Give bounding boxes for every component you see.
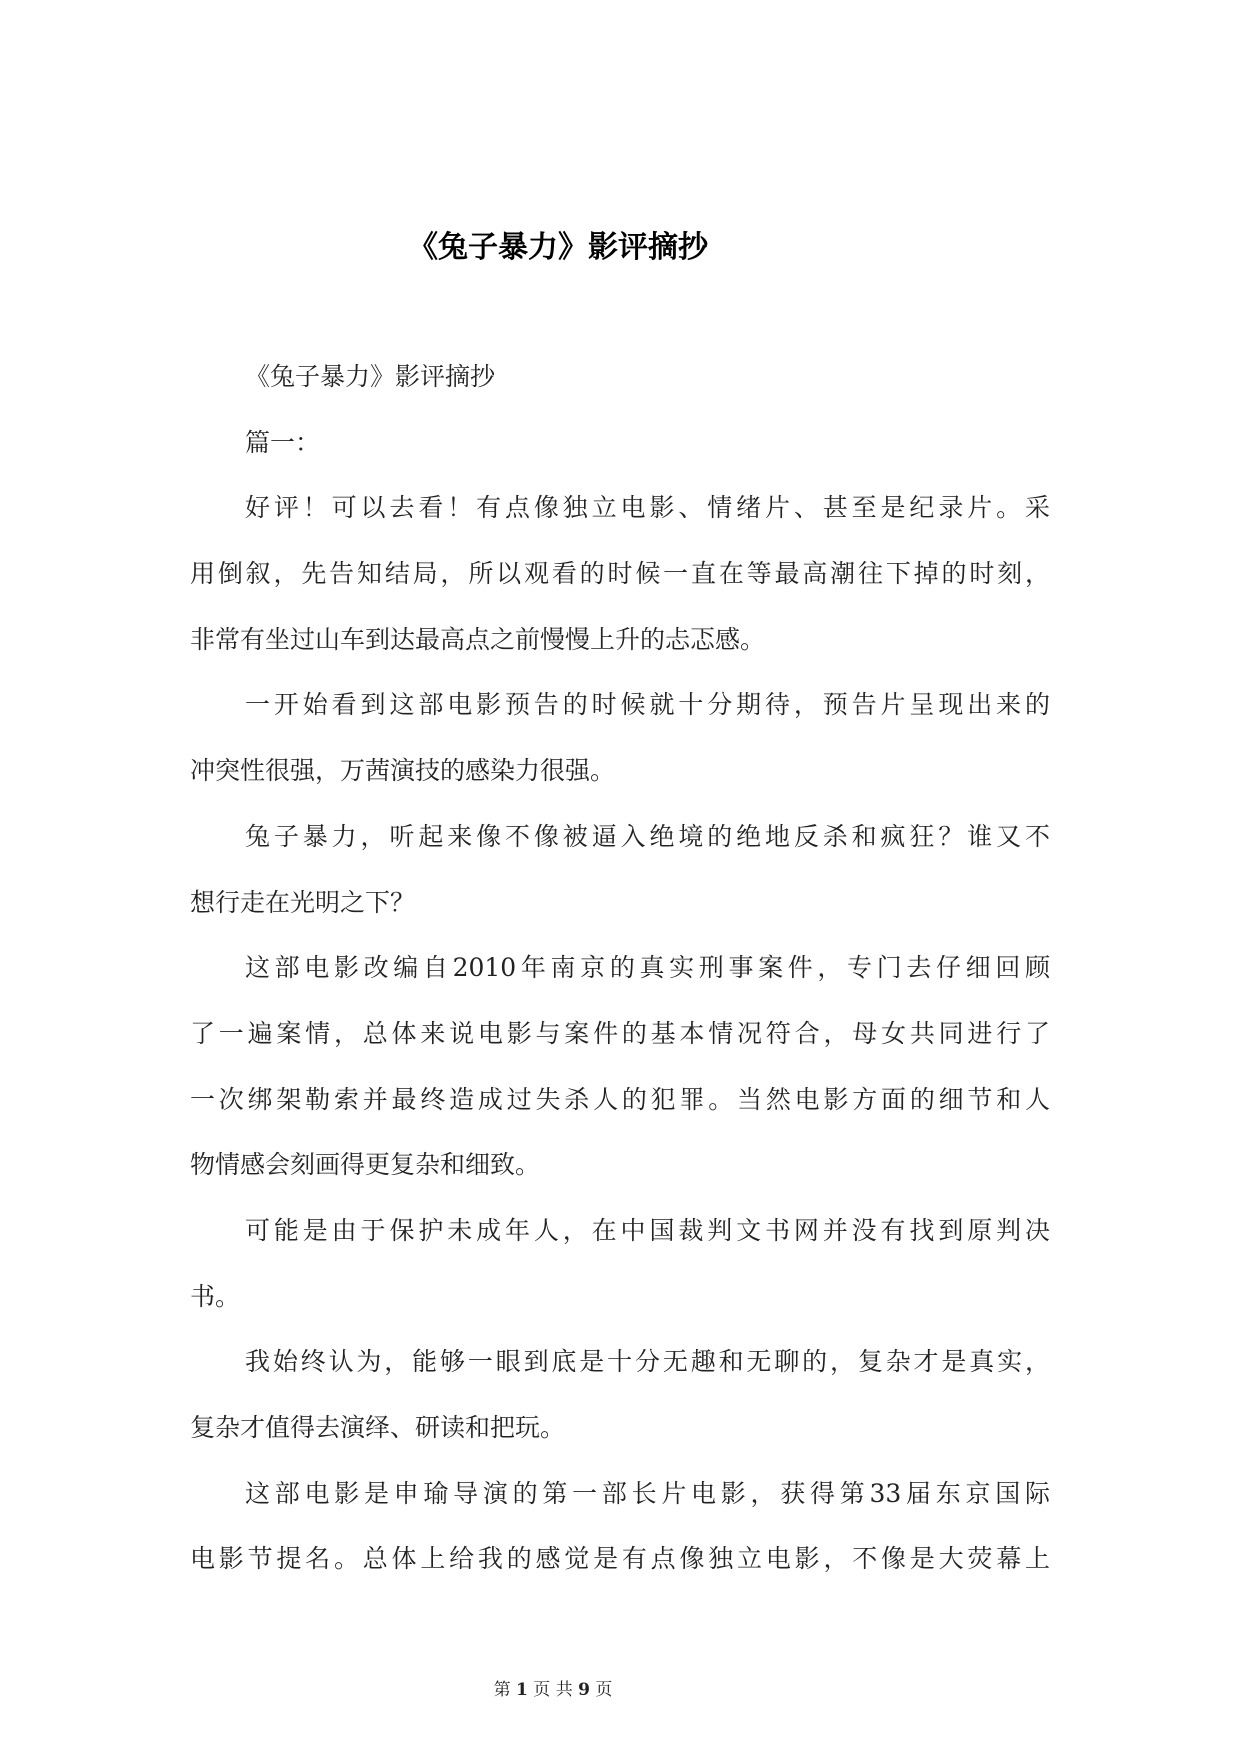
- paragraph-line: 物情感会刻画得更复杂和细致。: [190, 1150, 541, 1180]
- paragraph: [190, 1461, 1050, 1592]
- page-label-suffix: 页: [533, 1680, 551, 1700]
- paragraph: [190, 804, 1050, 935]
- paragraph: [190, 1329, 1050, 1460]
- paragraph-line: 《兔子暴力》影评摘抄: [245, 362, 496, 391]
- paragraph-line: 复杂才值得去演绎、研读和把玩。: [190, 1413, 566, 1442]
- total-pages: 9: [578, 1680, 590, 1700]
- paragraph-line: 想行走在光明之下？: [190, 887, 416, 917]
- page-footer: [0, 1678, 1106, 1702]
- paragraph: [190, 672, 1050, 803]
- paragraph-line: 这部电影改编自2010年南京的真实刑事案件，专门去仔细回顾: [245, 953, 1050, 983]
- paragraph-line: 这部电影是申瑜导演的第一部长片电影，获得第33届东京国际: [245, 1478, 1050, 1508]
- document-title: 《兔子暴力》影评摘抄: [408, 230, 708, 265]
- paragraph-line: 电影节提名。总体上给我的感觉是有点像独立电影，不像是大荧幕上: [190, 1544, 1050, 1574]
- paragraph-line: 一次绑架勒索并最终造成过失杀人的犯罪。当然电影方面的细节和人: [190, 1084, 1050, 1114]
- paragraph: [190, 1198, 1050, 1329]
- paragraph-line: 兔子暴力，听起来像不像被逼入绝境的绝地反杀和疯狂？谁又不: [245, 821, 1050, 851]
- paragraph: [190, 475, 1050, 672]
- paragraph-line: 一开始看到这部电影预告的时候就十分期待，预告片呈现出来的: [245, 690, 1050, 720]
- page-label-prefix: 第: [493, 1680, 511, 1700]
- document-body: [190, 344, 1050, 1592]
- total-label-prefix: 共: [555, 1680, 573, 1700]
- page-number: 1: [516, 1680, 528, 1700]
- paragraph-line: 可能是由于保护未成年人，在中国裁判文书网并没有找到原判决: [245, 1215, 1050, 1245]
- paragraph-line: 好评！可以去看！有点像独立电影、情绪片、甚至是纪录片。采: [245, 493, 1050, 523]
- paragraph-line: 篇一：: [245, 427, 321, 457]
- paragraph: [190, 935, 1050, 1198]
- paragraph-line: 了一遍案情，总体来说电影与案件的基本情况符合，母女共同进行了: [190, 1018, 1050, 1048]
- paragraph-line: 非常有坐过山车到达最高点之前慢慢上升的忐忑感。: [190, 624, 766, 654]
- paragraph-line: 用倒叙，先告知结局，所以观看的时候一直在等最高潮往下掉的时刻，: [190, 559, 1050, 589]
- total-label-suffix: 页: [595, 1680, 613, 1700]
- paragraph: [190, 344, 1050, 410]
- paragraph-line: 我始终认为，能够一眼到底是十分无趣和无聊的，复杂才是真实，: [245, 1347, 1050, 1377]
- paragraph-line: 书。: [190, 1281, 241, 1311]
- paragraph: [190, 410, 1050, 476]
- paragraph-line: 冲突性很强，万茜演技的感染力很强。: [190, 756, 616, 786]
